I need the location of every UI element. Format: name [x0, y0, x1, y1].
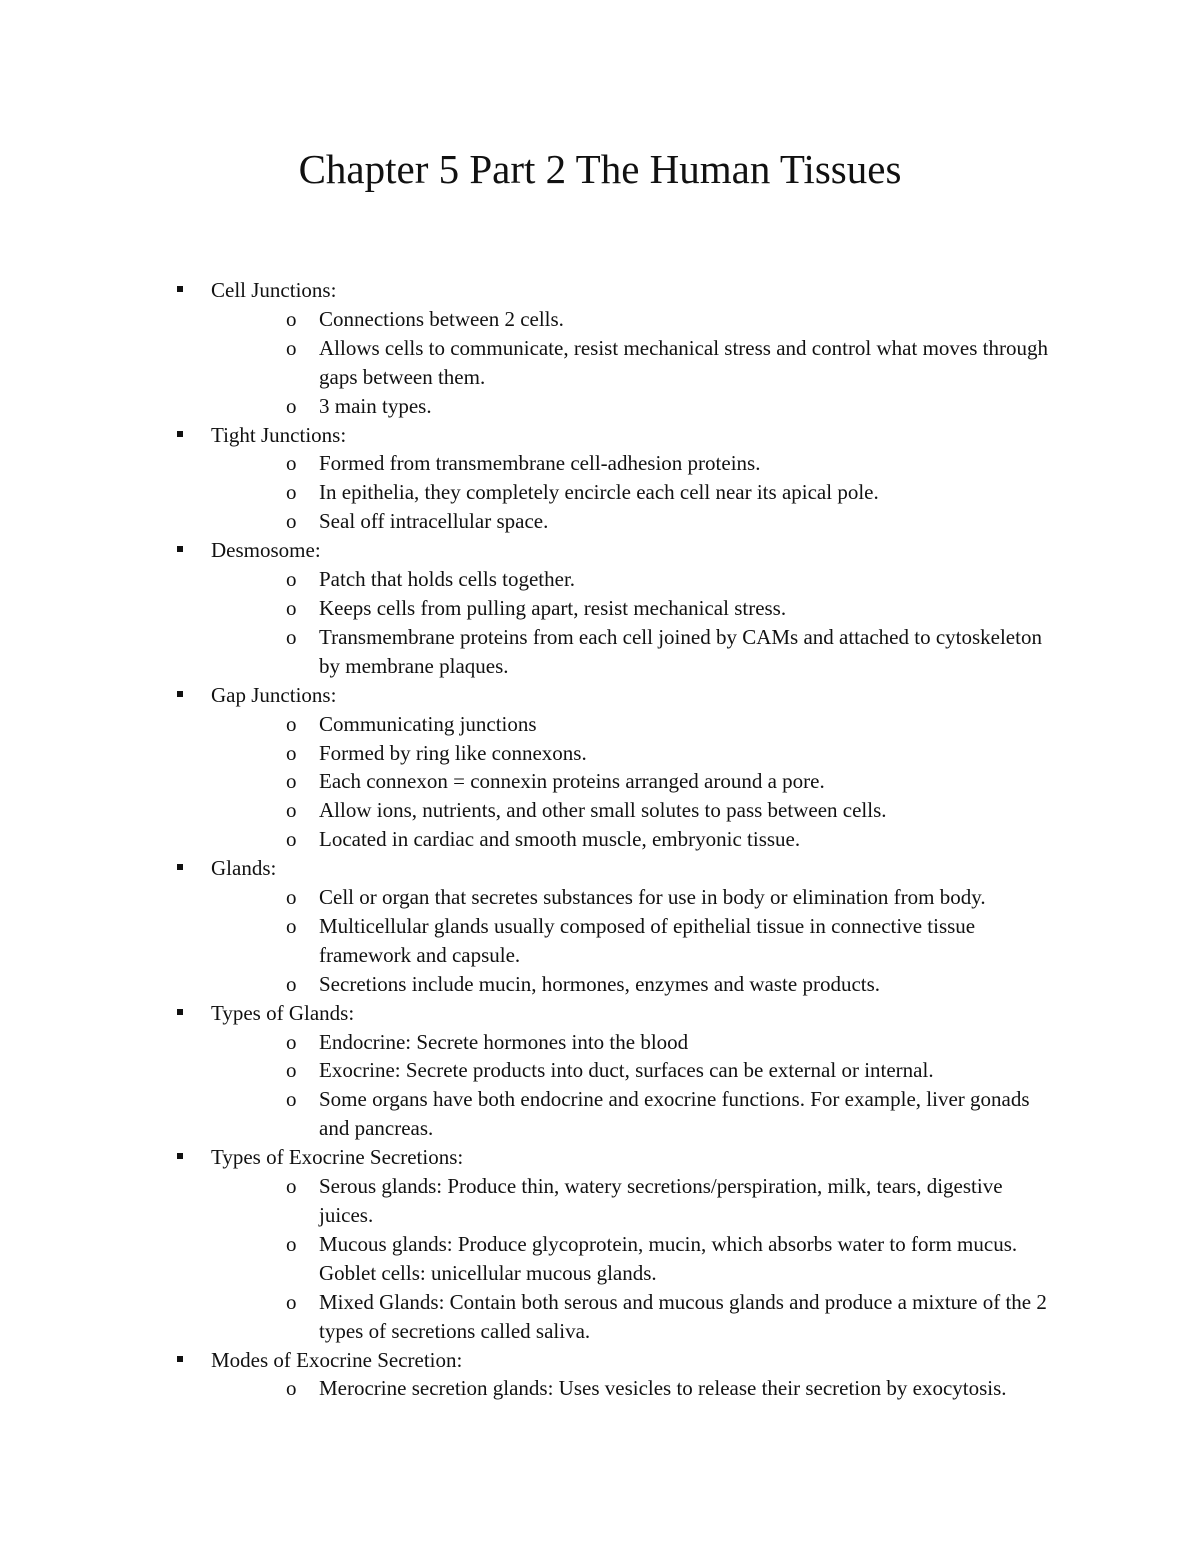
sub-item-text: Serous glands: Produce thin, watery secretions/perspiration, milk, tears, digestive juices. — [319, 1174, 1003, 1227]
circle-bullet-icon: o — [286, 1058, 297, 1083]
outline-sub-item — [211, 1288, 1074, 1346]
circle-bullet-icon: o — [286, 971, 297, 996]
sub-item-text: Merocrine secretion glands: Uses vesicles to release their secretion by exocytosis. — [319, 1376, 1007, 1401]
circle-bullet-icon: o — [286, 306, 297, 331]
circle-bullet-icon: o — [286, 1174, 297, 1199]
outline-topic — [174, 536, 1074, 681]
sub-item-text: Connections between 2 cells. — [319, 306, 564, 331]
sub-item-text: Formed from transmembrane cell-adhesion proteins. — [319, 451, 761, 476]
topic-heading: Types of Glands: — [211, 1000, 355, 1025]
sub-item-text: Secretions include mucin, hormones, enzymes and waste products. — [319, 971, 881, 996]
sub-item-text: Multicellular glands usually composed of epithelial tissue in connective tissue framework and capsule. — [319, 913, 976, 967]
square-bullet-icon — [177, 431, 183, 437]
square-bullet-icon — [177, 864, 183, 870]
topic-heading: Gap Junctions: — [211, 682, 337, 707]
square-bullet-icon — [177, 1356, 183, 1362]
circle-bullet-icon: o — [286, 740, 297, 765]
sub-item-text: Each connexon = connexin proteins arranged around a pore. — [319, 769, 825, 794]
sub-item-list — [211, 710, 1074, 855]
topic-heading: Glands: — [211, 856, 277, 881]
outline-sub-item — [211, 767, 1074, 796]
sub-item-text: 3 main types. — [319, 393, 432, 418]
sub-item-text: Mixed Glands: Contain both serous and mucous glands and produce a mixture of the 2 types of secretions called saliva. — [319, 1289, 1047, 1343]
circle-bullet-icon: o — [286, 1029, 297, 1054]
outline-sub-item — [211, 334, 1074, 392]
sub-item-text: In epithelia, they completely encircle each cell near its apical pole. — [319, 480, 879, 505]
sub-item-text: Formed by ring like connexons. — [319, 740, 587, 765]
outline-sub-item — [211, 739, 1074, 768]
topic-heading: Cell Junctions: — [211, 278, 337, 302]
outline-sub-item — [211, 825, 1074, 854]
outline-topic — [174, 1143, 1074, 1345]
outline-topic — [174, 421, 1074, 537]
outline-sub-item — [211, 392, 1074, 421]
circle-bullet-icon: o — [286, 885, 297, 910]
outline-sub-item — [211, 478, 1074, 507]
square-bullet-icon — [177, 546, 183, 552]
outline-sub-item — [211, 912, 1074, 970]
sub-item-text: Communicating junctions — [319, 711, 537, 736]
sub-item-list — [211, 305, 1074, 421]
outline-sub-item — [211, 1230, 1074, 1288]
outline-topic — [174, 681, 1074, 854]
topic-heading: Tight Junctions: — [211, 422, 347, 447]
topic-heading: Types of Exocrine Secretions: — [211, 1145, 464, 1170]
outline-topic — [174, 1346, 1074, 1404]
sub-item-text: Some organs have both endocrine and exocrine functions. For example, liver gonads and pancreas. — [319, 1087, 1030, 1141]
outline-sub-item — [211, 1172, 1074, 1230]
sub-item-list — [211, 565, 1074, 681]
sub-item-text: Exocrine: Secrete products into duct, surfaces can be external or internal. — [319, 1058, 934, 1083]
page-title: Chapter 5 Part 2 The Human Tissues — [298, 146, 902, 192]
circle-bullet-icon: o — [286, 480, 297, 505]
outline-sub-item — [211, 883, 1074, 912]
circle-bullet-icon: o — [286, 1087, 297, 1112]
square-bullet-icon — [177, 286, 183, 292]
outline-sub-item — [211, 1374, 1074, 1403]
circle-bullet-icon: o — [286, 913, 297, 938]
sub-item-list — [211, 1374, 1074, 1403]
square-bullet-icon — [177, 691, 183, 697]
outline-list — [174, 276, 1074, 1403]
topic-heading: Desmosome: — [211, 538, 321, 563]
circle-bullet-icon: o — [286, 393, 297, 418]
outline-sub-item — [211, 623, 1074, 681]
circle-bullet-icon: o — [286, 335, 297, 360]
square-bullet-icon — [177, 1009, 183, 1015]
circle-bullet-icon: o — [286, 509, 297, 534]
sub-item-text: Located in cardiac and smooth muscle, embryonic tissue. — [319, 827, 801, 852]
outline-sub-item — [211, 796, 1074, 825]
sub-item-list — [211, 1172, 1074, 1345]
outline-topic — [174, 854, 1074, 999]
sub-item-text: Endocrine: Secrete hormones into the blood — [319, 1029, 689, 1054]
sub-item-text: Seal off intracellular space. — [319, 509, 549, 534]
sub-item-text: Transmembrane proteins from each cell joined by CAMs and attached to cytoskeleton by membrane plaques. — [319, 624, 1042, 678]
outline-sub-item — [211, 1028, 1074, 1057]
sub-item-list — [211, 1028, 1074, 1144]
outline-sub-item — [211, 1085, 1074, 1143]
sub-item-list — [211, 883, 1074, 999]
topic-heading: Modes of Exocrine Secretion: — [211, 1347, 463, 1372]
outline-topic — [174, 276, 1074, 421]
sub-item-list — [211, 449, 1074, 536]
outline-sub-item — [211, 594, 1074, 623]
outline-sub-item — [211, 970, 1074, 999]
circle-bullet-icon: o — [286, 827, 297, 852]
outline-sub-item — [211, 305, 1074, 334]
circle-bullet-icon: o — [286, 1289, 297, 1314]
circle-bullet-icon: o — [286, 451, 297, 476]
outline-sub-item — [211, 565, 1074, 594]
sub-item-text: Keeps cells from pulling apart, resist mechanical stress. — [319, 595, 787, 620]
circle-bullet-icon: o — [286, 711, 297, 736]
outline-sub-item — [211, 1056, 1074, 1085]
sub-item-text: Mucous glands: Produce glycoprotein, mucin, which absorbs water to form mucus. Goblet cells: unicellular mucous glands. — [319, 1231, 1018, 1285]
circle-bullet-icon: o — [286, 567, 297, 592]
outline-topic — [174, 999, 1074, 1144]
sub-item-text: Patch that holds cells together. — [319, 567, 576, 592]
sub-item-text: Cell or organ that secretes substances for use in body or elimination from body. — [319, 885, 986, 910]
square-bullet-icon — [177, 1153, 183, 1159]
circle-bullet-icon: o — [286, 624, 297, 649]
outline-sub-item — [211, 507, 1074, 536]
outline-sub-item — [211, 449, 1074, 478]
circle-bullet-icon: o — [286, 595, 297, 620]
sub-item-text: Allow ions, nutrients, and other small solutes to pass between cells. — [319, 798, 887, 823]
circle-bullet-icon: o — [286, 1376, 297, 1401]
circle-bullet-icon: o — [286, 1231, 297, 1256]
circle-bullet-icon: o — [286, 798, 297, 823]
outline-sub-item — [211, 710, 1074, 739]
sub-item-text: Allows cells to communicate, resist mechanical stress and control what moves through gaps between them. — [319, 335, 1048, 389]
circle-bullet-icon: o — [286, 769, 297, 794]
